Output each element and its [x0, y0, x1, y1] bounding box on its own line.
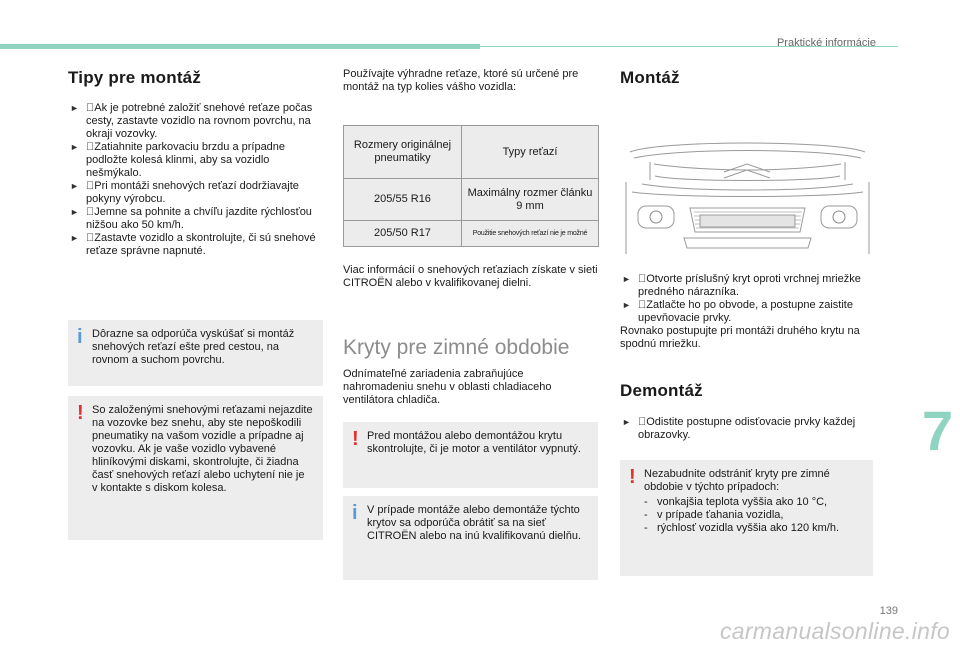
winter-covers-text: Odnímateľné zariadenia zabraňujúce nahromadeniu snehu v oblasti chladiaceho ventilátora chladiča. [343, 368, 552, 406]
mount-heading: Montáž [620, 68, 680, 87]
warning-icon: ! [77, 402, 84, 424]
list-item: - vonkajšia teplota vyššia ako 10 °C, [644, 496, 828, 508]
list-item: ► Odistite postupne odisťovacie prvky každej obrazovky. [622, 416, 856, 441]
arrow-bullet-icon: ► [70, 142, 79, 152]
middle-column [343, 68, 598, 94]
info-note: i V prípade montáže alebo demontáže týchto krytov sa odporúča obrátiť sa na sieť CITROËN alebo na inú kvalifikovanú dielňu. [343, 496, 598, 580]
info-icon: i [352, 502, 358, 524]
arrow-bullet-icon: ► [70, 233, 79, 243]
chains-intro: Používajte výhradne reťaze, ktoré sú určené pre montáž na typ kolies vášho vozidla: [343, 68, 579, 93]
warning-icon: ! [629, 466, 636, 488]
section-title: Praktické informácie [776, 37, 876, 49]
warning-icon: ! [352, 428, 359, 450]
dismount-steps-list [620, 416, 875, 442]
watermark: carmanualsonline.info [719, 618, 950, 644]
list-item: ► Zatlačte ho po obvode, a postupne zaistite upevňovacie prvky. [622, 299, 853, 324]
arrow-bullet-icon: ► [70, 103, 79, 113]
dismount-heading: Demontáž [620, 381, 703, 400]
chapter-number: 7 [922, 399, 954, 462]
header-accent-bar [0, 44, 480, 49]
list-item: ► Jemne sa pohnite a chvíľu jazdite rýchlosťou nižšou ako 50 km/h. [70, 206, 312, 231]
table-cell: Maximálny rozmer článku 9 mm [462, 179, 599, 221]
mount-steps-list [620, 273, 875, 325]
list-item: - rýchlosť vozidla vyššia ako 120 km/h. [644, 522, 840, 534]
mount-second-cover-text: Rovnako postupujte pri montáži druhého krytu na spodnú mriežku. [620, 325, 860, 350]
tire-chain-table [343, 125, 599, 247]
warning-note: ! So založenými snehovými reťazami nejazdite na vozovke bez snehu, aby ste nepoškodili pneumatiky na vašom vozidle a prípadne aj vozovku. Ak je vaše vozidlo vybavené hliníkovými diskami, skontrolujte, či žiadna časť snehových reťazí alebo uchytení nie je v kontakte s diskom kolesa. [68, 396, 323, 540]
info-note: i Dôrazne sa odporúča vyskúšať si montáž snehových reťazí ešte pred cestou, na rovnom a suchom povrchu. [68, 320, 323, 386]
list-item: ► Zatiahnite parkovaciu brzdu a prípadne podložte kolesá klinmi, aby sa vozidlo nešmýkalo. [70, 141, 286, 179]
page-number: 139 [879, 605, 898, 617]
warning-note: ! Pred montážou alebo demontážou krytu skontrolujte, či je motor a ventilátor vypnutý. [343, 422, 598, 488]
list-item: ► Zastavte vozidlo a skontrolujte, či sú snehové reťaze správne napnuté. [70, 232, 316, 257]
removal-conditions-list [644, 496, 863, 535]
mounting-tips-list [68, 102, 323, 258]
table-cell: 205/50 R17 [344, 221, 462, 247]
arrow-bullet-icon: ► [70, 181, 79, 191]
more-info-text: Viac informácií o snehových reťaziach získate v sieti CITROËN alebo v kvalifikovanej dielni. [343, 264, 598, 289]
list-item: ► Otvorte príslušný kryt oproti vrchnej mriežke predného nárazníka. [622, 273, 861, 298]
list-item: - v prípade ťahania vozidla, [644, 509, 784, 521]
left-column [68, 68, 323, 258]
table-row [344, 221, 599, 247]
warning-note: ! Nezabudnite odstrániť kryty pre zimné obdobie v týchto prípadoch: - vonkajšia teplota vyššia ako 10 °C, - v prípade ťahania vozidla, - rýchlosť vozidla vyššia ako 120 km/h. [620, 460, 873, 576]
arrow-bullet-icon: ► [622, 300, 631, 310]
table-row [344, 179, 599, 221]
table-cell: Použitie snehových reťazí nie je možné [462, 221, 599, 247]
table-header: Typy reťazí [462, 126, 599, 179]
winter-covers-heading: Kryty pre zimné obdobie [343, 336, 570, 359]
table-header: Rozmery originálnej pneumatiky [344, 126, 462, 179]
arrow-bullet-icon: ► [622, 274, 631, 284]
mount-instructions [620, 273, 875, 351]
table-cell: 205/55 R16 [344, 179, 462, 221]
list-item: ► Ak je potrebné založiť snehové reťaze počas cesty, zastavte vozidlo na rovnom povrchu, na okraji vozovky. [70, 102, 313, 140]
mounting-tips-heading: Tipy pre montáž [68, 68, 202, 87]
arrow-bullet-icon: ► [622, 417, 631, 427]
list-item: ► Pri montáži snehových reťazí dodržiavajte pokyny výrobcu. [70, 180, 299, 205]
arrow-bullet-icon: ► [70, 207, 79, 217]
info-icon: i [77, 326, 83, 348]
car-front-illustration [620, 122, 875, 262]
